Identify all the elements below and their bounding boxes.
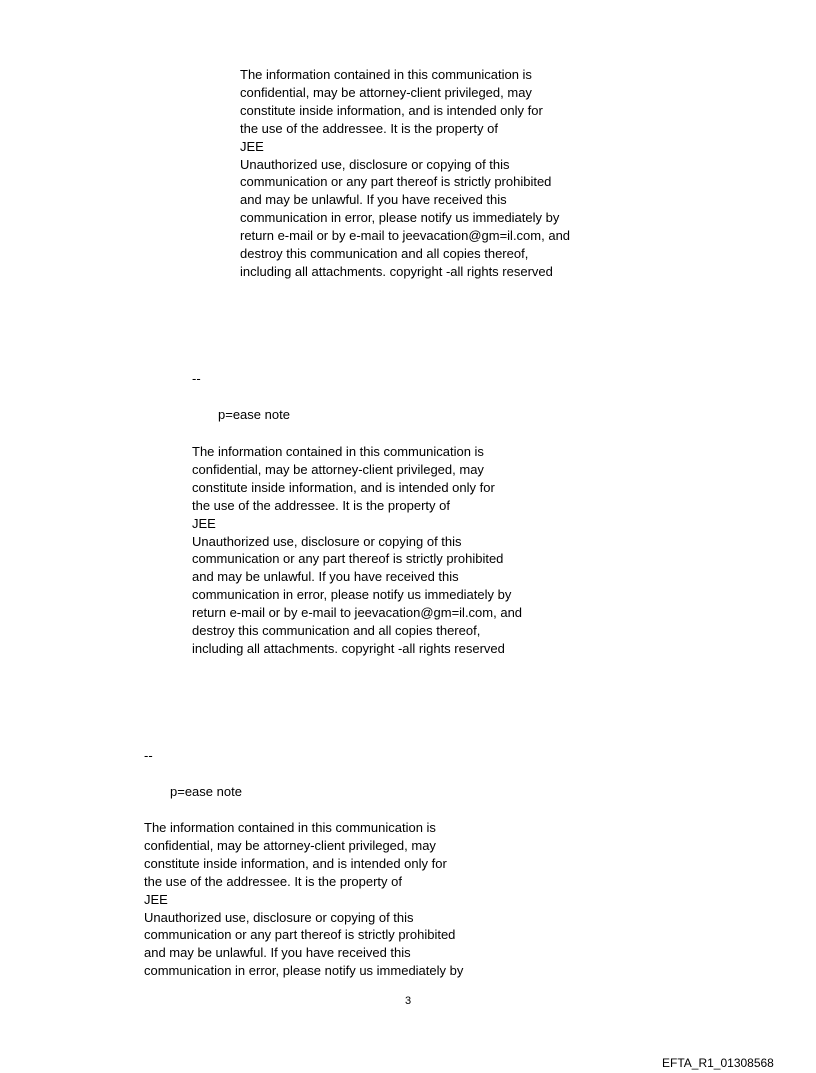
please-note-text: p=ease note [170,784,242,799]
disclaimer-line: including all attachments. copyright -all rights reserved [240,263,553,279]
disclaimer-line: Unauthorized use, disclosure or copying of this [144,909,414,925]
disclaimer-line: confidential, may be attorney-client privileged, may [240,84,532,100]
disclaimer-line: and may be unlawful. If you have received this [144,945,411,961]
disclaimer-line: communication in error, please notify us immediately by [144,963,464,979]
signature-separator: -- [144,748,153,763]
disclaimer-line: confidential, may be attorney-client privileged, may [192,461,484,477]
signature-separator: -- [192,371,201,386]
disclaimer-line: JEE [144,891,168,907]
disclaimer-line: Unauthorized use, disclosure or copying of this [240,156,510,172]
disclaimer-line: destroy this communication and all copies thereof, [192,623,481,639]
disclaimer-block-2 [192,443,522,658]
disclaimer-line: destroy this communication and all copies thereof, [240,246,529,262]
disclaimer-line: return e-mail or by e-mail to jeevacation@gm=il.com, and [240,228,571,244]
disclaimer-line: the use of the addressee. It is the property of [144,873,402,889]
page-number: 3 [404,995,412,1007]
please-note-text: p=ease note [218,407,290,422]
disclaimer-line: the use of the addressee. It is the property of [192,497,450,513]
disclaimer-line: and may be unlawful. If you have received this [192,569,459,585]
disclaimer-line: the use of the addressee. It is the property of [240,120,498,136]
disclaimer-line: communication in error, please notify us immediately by [240,210,560,226]
disclaimer-line: communication or any part thereof is strictly prohibited [240,174,552,190]
document-id: EFTA_R1_01308568 [662,1056,774,1070]
disclaimer-line: return e-mail or by e-mail to jeevacation@gm=il.com, and [192,605,523,621]
disclaimer-block-1 [240,66,570,281]
disclaimer-line: JEE [240,138,264,154]
disclaimer-line: constitute inside information, and is intended only for [240,102,543,118]
disclaimer-line: The information contained in this communication is [144,820,436,835]
disclaimer-line: confidential, may be attorney-client privileged, may [144,837,436,853]
disclaimer-line: constitute inside information, and is intended only for [192,479,495,495]
disclaimer-line: and may be unlawful. If you have received this [240,192,507,208]
disclaimer-line: The information contained in this communication is [192,444,484,459]
disclaimer-line: Unauthorized use, disclosure or copying of this [192,533,462,549]
disclaimer-line: communication in error, please notify us immediately by [192,587,512,603]
disclaimer-line: The information contained in this communication is [240,67,532,82]
disclaimer-block-3 [144,819,463,980]
disclaimer-line: constitute inside information, and is intended only for [144,855,447,871]
disclaimer-line: JEE [192,515,216,531]
disclaimer-line: communication or any part thereof is strictly prohibited [192,551,504,567]
disclaimer-line: communication or any part thereof is strictly prohibited [144,927,456,943]
disclaimer-line: including all attachments. copyright -all rights reserved [192,640,505,656]
